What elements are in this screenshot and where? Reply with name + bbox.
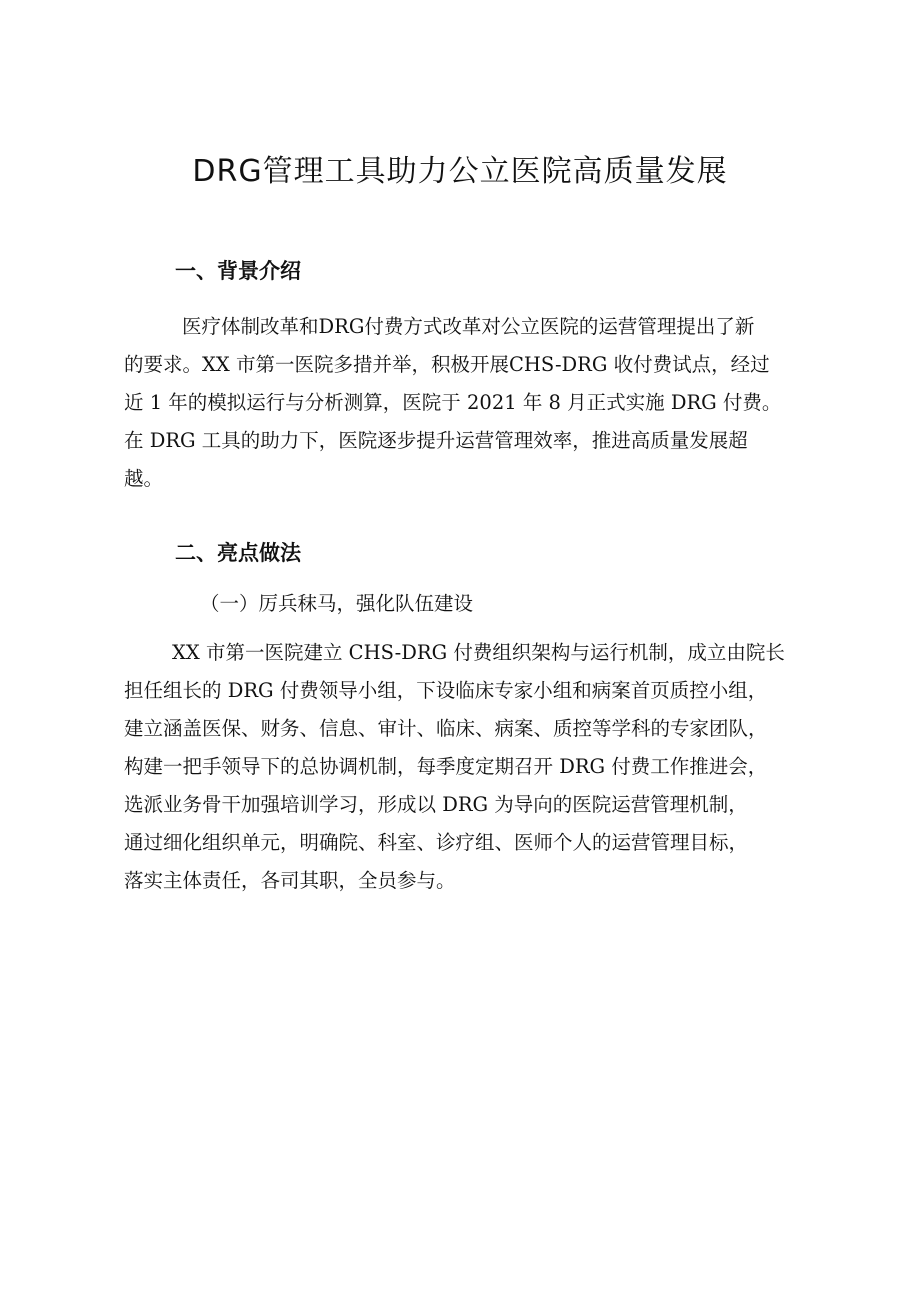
highlights-paragraph: [124, 634, 819, 900]
document-title: DRG管理工具助力公立医院高质量发展: [192, 154, 728, 189]
section-heading-background: 一、背景介绍: [175, 259, 301, 283]
paragraph-line: 选派业务骨干加强培训学习，形成以 DRG 为导向的医院运营管理机制，: [124, 793, 748, 816]
paragraph-line: 在 DRG 工具的助力下，医院逐步提升运营管理效率，推进高质量发展超: [124, 429, 748, 452]
section-heading-highlights: 二、亮点做法: [175, 541, 301, 565]
paragraph-line: 医疗体制改革和DRG付费方式改革对公立医院的运营管理提出了新: [182, 315, 755, 338]
background-paragraph: [124, 308, 819, 498]
subheading-team-building: （一）厉兵秣马，强化队伍建设: [200, 592, 474, 615]
paragraph-line: 越。: [124, 467, 164, 490]
paragraph-line: 近 1 年的模拟运行与分析测算，医院于 2021 年 8 月正式实施 DRG 付费。: [124, 391, 782, 414]
paragraph-line: XX 市第一医院建立 CHS-DRG 付费组织架构与运行机制，成立由院长: [172, 641, 785, 664]
paragraph-line: 建立涵盖医保、财务、信息、审计、临床、病案、质控等学科的专家团队，: [124, 717, 768, 740]
paragraph-line: 落实主体责任，各司其职，全员参与。: [124, 869, 456, 892]
paragraph-line: 通过细化组织单元，明确院、科室、诊疗组、医师个人的运营管理目标，: [124, 831, 749, 854]
paragraph-line: 担任组长的 DRG 付费领导小组，下设临床专家小组和病案首页质控小组，: [124, 679, 768, 702]
paragraph-line: 的要求。XX 市第一医院多措并举，积极开展CHS-DRG 收付费试点，经过: [124, 353, 770, 376]
paragraph-line: 构建一把手领导下的总协调机制，每季度定期召开 DRG 付费工作推进会，: [124, 755, 768, 778]
